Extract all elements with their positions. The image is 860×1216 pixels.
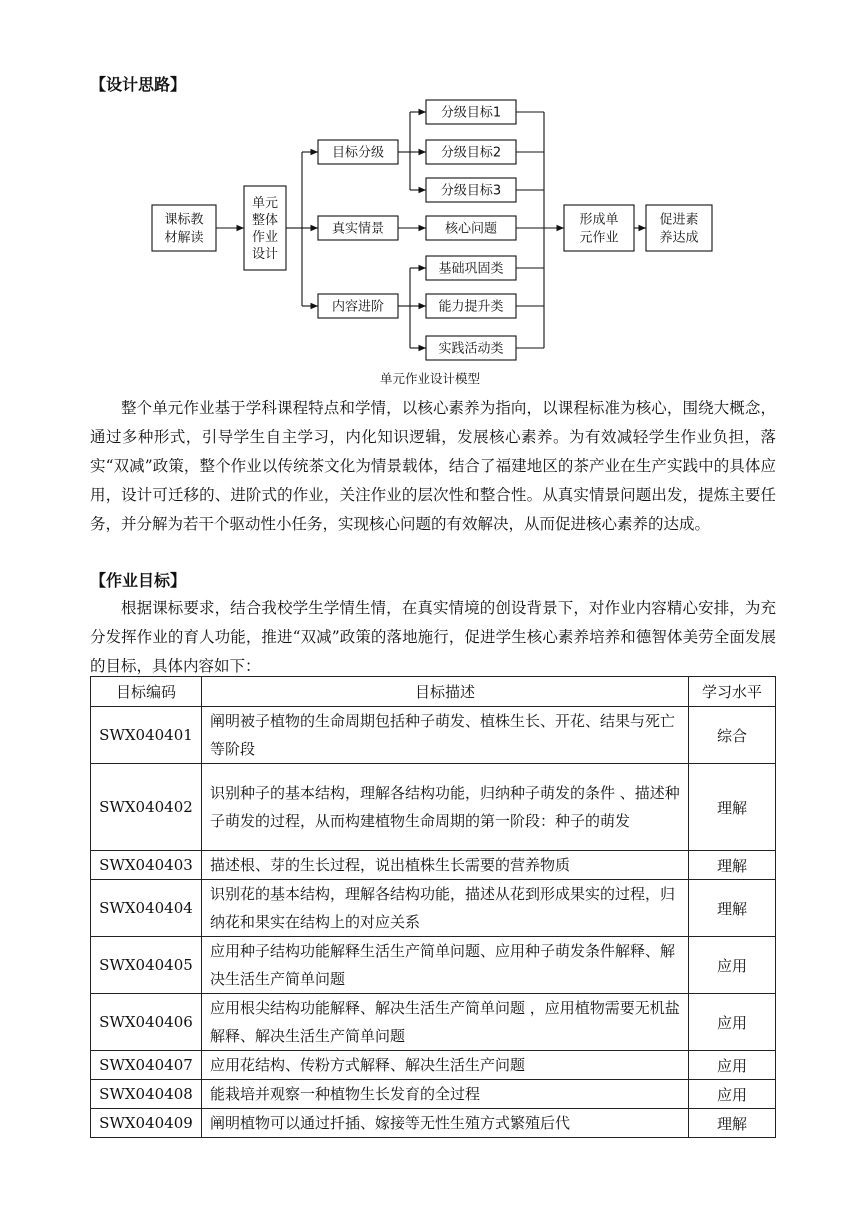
form-label: 形成单元作业 [579,212,619,246]
table-row [91,937,776,994]
header-code: 目标编码 [91,677,202,707]
header-level: 学习水平 [689,677,776,707]
goal-code: SWX040405 [91,937,202,994]
table-header-row [91,677,776,707]
goal-level: 理解 [689,764,776,851]
target-label-3: 分级目标3 [440,183,502,199]
goal-description: 能栽培并观察一种植物生长发育的全过程 [202,1080,689,1109]
branch-scene-label: 真实情景 [331,221,385,237]
header-description: 目标描述 [202,677,689,707]
goal-level: 理解 [689,880,776,937]
table-row [91,764,776,851]
goal-level: 应用 [689,994,776,1051]
goal-code: SWX040408 [91,1080,202,1109]
promote-label: 促进素养达成 [659,212,699,246]
table-row [91,1051,776,1080]
design-label: 单元整体作业设计 [251,196,279,262]
goal-level: 应用 [689,937,776,994]
source-label: 课标教材解读 [164,212,204,246]
goal-code: SWX040407 [91,1051,202,1080]
goal-description: 识别花的基本结构，理解各结构功能，描述从花到形成果实的过程，归纳花和果实在结构上的对应关系 [202,880,689,937]
goal-code: SWX040403 [91,851,202,880]
content-label-1: 基础巩固类 [438,261,504,277]
goal-code: SWX040406 [91,994,202,1051]
goal-description: 识别种子的基本结构，理解各结构功能，归纳种子萌发的条件 、描述种子萌发的过程，从而构建植物生命周期的第一阶段：种子的萌发 [202,764,689,851]
table-row [91,880,776,937]
goal-description: 应用花结构、传粉方式解释、解决生活生产问题 [202,1051,689,1080]
goal-code: SWX040401 [91,707,202,764]
goal-level: 应用 [689,1051,776,1080]
goal-level: 综合 [689,707,776,764]
goal-description: 阐明被子植物的生命周期包括种子萌发、植株生长、开花、结果与死亡等阶段 [202,707,689,764]
design-paragraph: 整个单元作业基于学科课程特点和学情，以核心素养为指向，以课程标准为核心，围绕大概念，通过多种形式，引导学生自主学习，内化知识逻辑，发展核心素养。为有效减轻学生作业负担，落实“双减”政策，整个作业以传统茶文化为情景载体，结合了福建地区的茶产业在生产实践中的具体应用，设计可迁移的、进阶式的作业，关注作业的层次性和整合性。从真实情景问题出发，提炼主要任务，并分解为若干个驱动性小任务，实现核心问题的有效解决，从而促进核心素养的达成。 [90,399,776,533]
goal-level: 理解 [689,851,776,880]
diagram-caption: 单元作业设计模型 [379,371,480,386]
branch-content-label: 内容进阶 [331,299,385,315]
goal-level: 理解 [689,1109,776,1138]
goal-description: 应用种子结构功能解释生活生产简单问题、应用种子萌发条件解释、解决生活生产简单问题 [202,937,689,994]
goal-description: 阐明植物可以通过扦插、嫁接等无性生殖方式繁殖后代 [202,1109,689,1138]
goal-code: SWX040409 [91,1109,202,1138]
table-row [91,851,776,880]
table-row [91,994,776,1051]
branch-goal-label: 目标分级 [331,145,385,161]
goal-code: SWX040402 [91,764,202,851]
content-label-3: 实践活动类 [438,341,504,357]
goal-level: 应用 [689,1080,776,1109]
target-label-1: 分级目标1 [440,105,502,121]
goal-code: SWX040404 [91,880,202,937]
unit-homework-model-diagram [0,0,860,372]
core-label: 核心问题 [444,221,498,237]
goal-description: 描述根、芽的生长过程，说出植株生长需要的营养物质 [202,851,689,880]
table-row [91,1109,776,1138]
design-heading: 【设计思路】 [90,75,187,94]
table-row [91,707,776,764]
goals-heading: 【作业目标】 [90,571,187,590]
table-row [91,1080,776,1109]
goals-table [90,676,776,1138]
target-label-2: 分级目标2 [440,145,502,161]
content-label-2: 能力提升类 [438,299,504,315]
goal-description: 应用根尖结构功能解释、解决生活生产简单问题 ，应用植物需要无机盐解释、解决生活生产简单问题 [202,994,689,1051]
goals-paragraph: 根据课标要求，结合我校学生学情生情，在真实情境的创设背景下，对作业内容精心安排，为充分发挥作业的育人功能，推进“双减”政策的落地施行，促进学生核心素养培养和德智体美劳全面发展的目标，具体内容如下： [90,599,776,675]
